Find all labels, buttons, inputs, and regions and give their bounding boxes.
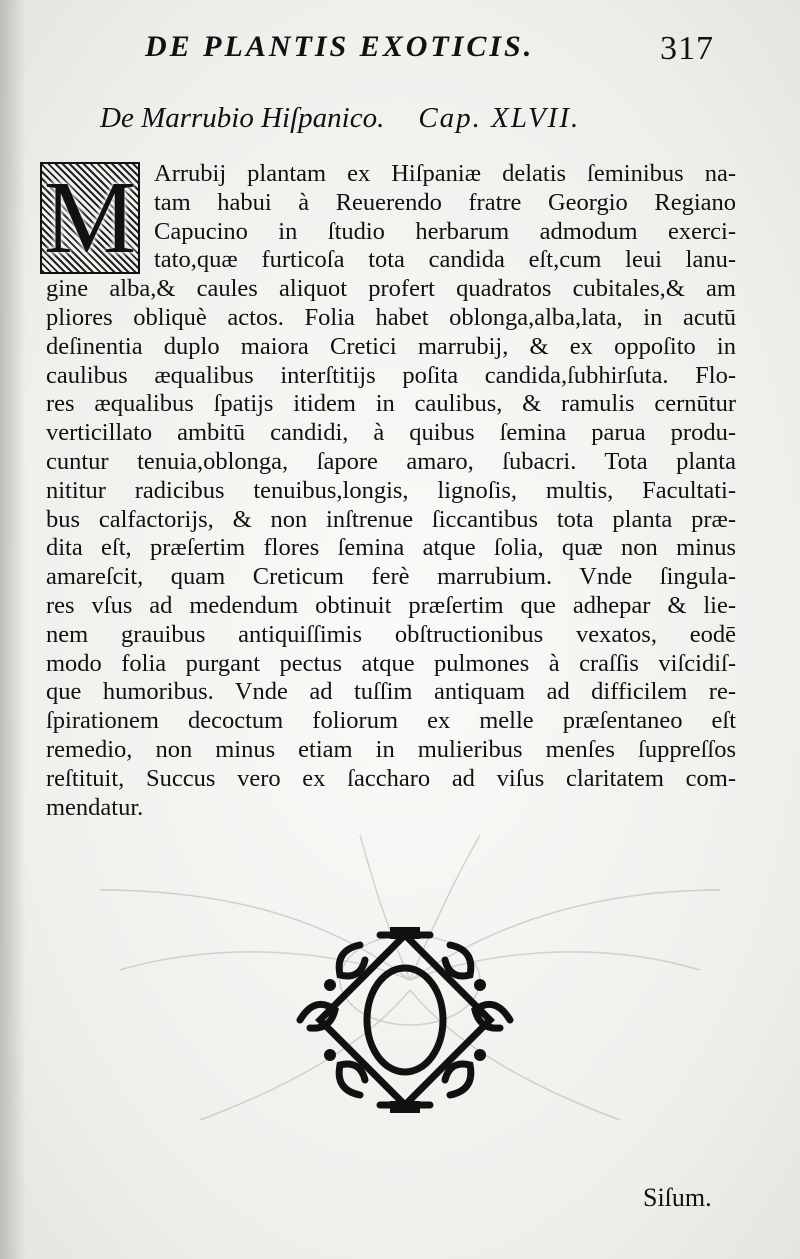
decorated-initial xyxy=(40,162,140,274)
text-line: nititur radicibus tenuibus,longis, lignoſis, multis, Facultati- xyxy=(46,476,736,504)
chapter-title: De Marrubio Hiſpanico. xyxy=(100,102,385,134)
text-line: reſtituit, Succus vero ex ſaccharo ad viſus claritatem com- xyxy=(46,764,736,792)
running-head: DE PLANTIS EXOTICIS. xyxy=(145,30,535,63)
text-line: verticillato ambitū candidi, à quibus ſemina parua produ- xyxy=(46,419,736,447)
text-line: Arrubij plantam ex Hiſpaniæ delatis ſeminibus na- xyxy=(154,160,736,187)
text-line: ſpirationem decoctum foliorum ex melle præſentaneo eſt xyxy=(46,707,736,735)
text-line: tam habui à Reuerendo fratre Georgio Regiano xyxy=(154,188,736,216)
text-line: amareſcit, quam Creticum ferè marrubium. Vnde ſingula- xyxy=(46,563,736,591)
text-line: tato,quæ furticoſa tota candida eſt,cum leui lanu- xyxy=(154,246,736,274)
text-line: pliores obliquè actos. Folia habet oblonga,alba,lata, in acutū xyxy=(46,303,736,331)
text-line: Capucino in ſtudio herbarum admodum exerci- xyxy=(154,217,736,245)
chapter-number: Cap. XLVII. xyxy=(418,102,581,134)
text-line: mendatur. xyxy=(46,793,144,821)
text-line: bus calfactorijs, & non inſtrenue ſiccantibus tota planta præ- xyxy=(46,505,736,533)
chapter-heading xyxy=(100,102,660,135)
catchword: Siſum. xyxy=(643,1183,712,1212)
page-number: 317 xyxy=(660,30,714,67)
text-line: nem grauibus antiquiſſimis obſtructionibus vexatos, eodē xyxy=(46,620,736,648)
gutter-shadow xyxy=(0,0,26,1259)
text-line: deſinentia duplo maiora Cretici marrubij, & ex oppoſito in xyxy=(46,332,736,360)
text-line: caulibus æqualibus interſtitijs poſita candida,ſubhirſuta. Flo- xyxy=(46,361,736,389)
text-line: gine alba,& caules aliquot profert quadratos cubitales,& am xyxy=(46,275,736,303)
text-line: res vſus ad medendum obtinuit præſertim que adhepar & lie- xyxy=(46,591,736,619)
text-line: res æqualibus ſpatijs itidem in caulibus, & ramulis cernūtur xyxy=(46,390,736,418)
initial-letter: M xyxy=(43,160,137,275)
text-line: remedio, non minus etiam in mulieribus menſes ſuppreſſos xyxy=(46,735,736,763)
text-line: que humoribus. Vnde ad tuſſim antiquam ad difficilem re- xyxy=(46,678,736,706)
text-line: modo folia purgant pectus atque pulmones à craſſis viſcidiſ- xyxy=(46,649,736,677)
text-line: dita eſt, præſertim flores ſemina atque ſolia, quæ non minus xyxy=(46,534,736,562)
body-text xyxy=(46,160,736,822)
text-line: cuntur tenuia,oblonga, ſapore amaro, ſubacri. Tota planta xyxy=(46,447,736,475)
printers-ornament xyxy=(290,925,520,1115)
